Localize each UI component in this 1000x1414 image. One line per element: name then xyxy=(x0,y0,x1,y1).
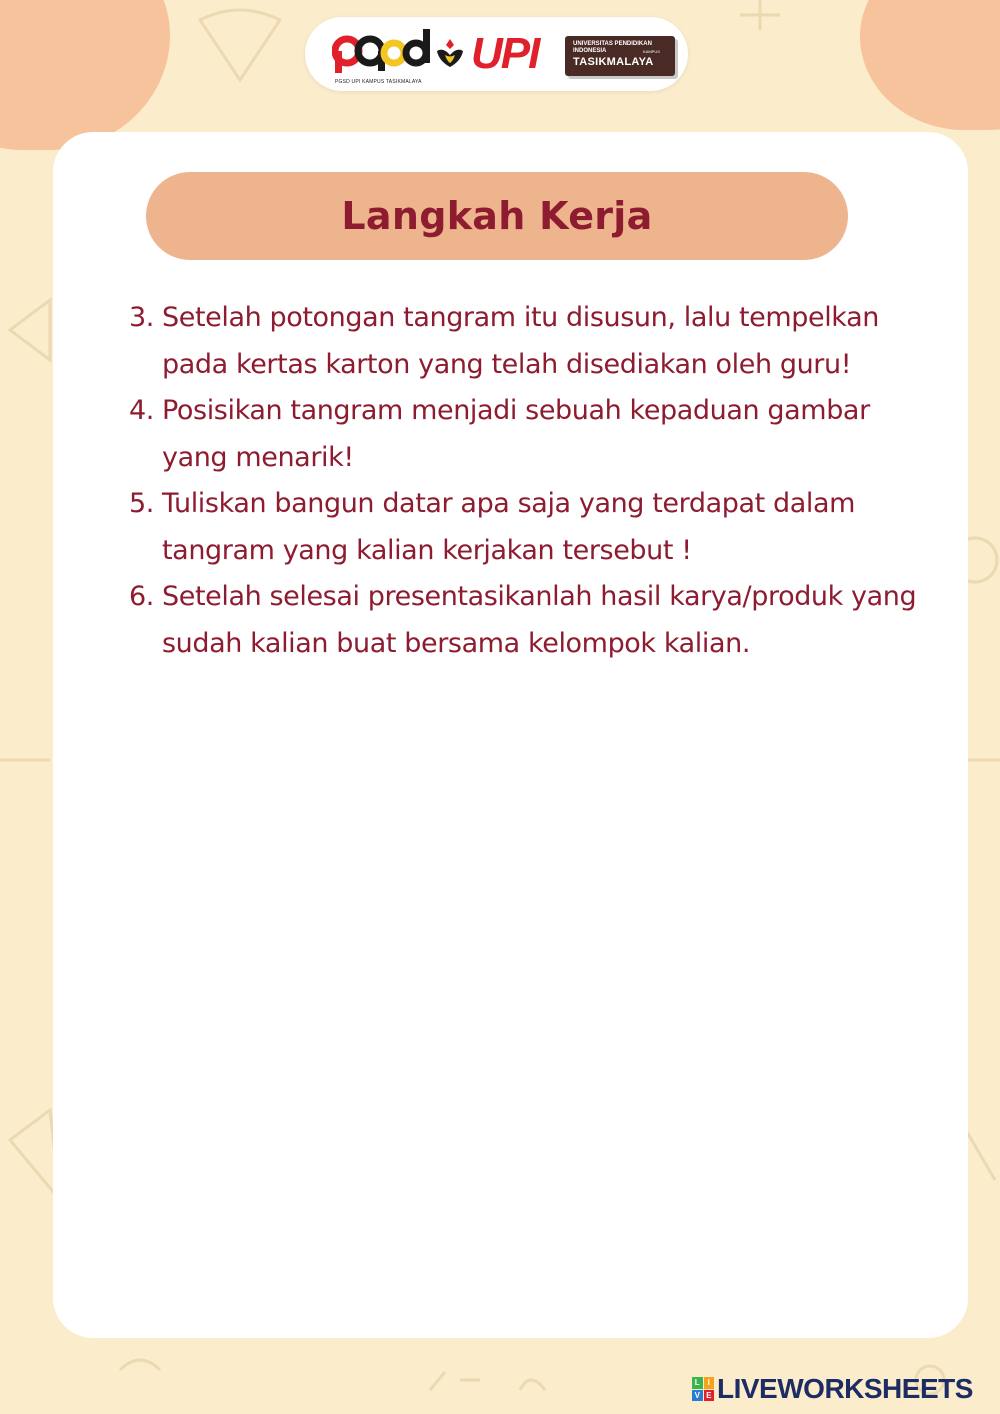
icon-letter: L xyxy=(692,1377,703,1389)
university-badge xyxy=(565,36,675,76)
step-number: 5. xyxy=(129,488,154,519)
liveworksheets-icon xyxy=(692,1377,714,1401)
step-number: 4. xyxy=(129,395,154,426)
upi-logo-text: UPI xyxy=(471,29,539,78)
step-number: 6. xyxy=(129,581,154,612)
icon-letter: I xyxy=(704,1377,715,1389)
university-kampus-label: KAMPUS xyxy=(643,49,660,54)
university-name-line2: INDONESIA xyxy=(573,48,607,54)
list-item-step-6 xyxy=(129,574,929,667)
content-card xyxy=(53,132,968,1338)
icon-letter: V xyxy=(692,1390,703,1402)
steps-list xyxy=(129,295,929,667)
step-text: Setelah potongan tangram itu disusun, lalu tempelkan pada kertas karton yang telah disediakan oleh guru! xyxy=(162,302,879,380)
header-logo-bar xyxy=(305,17,688,91)
list-item-step-3 xyxy=(129,295,929,388)
step-text: Tuliskan bangun datar apa saja yang terdapat dalam tangram yang kalian kerjakan tersebut ! xyxy=(162,488,856,566)
list-item-step-5 xyxy=(129,481,929,574)
list-item-step-4 xyxy=(129,388,929,481)
upi-emblem-icon xyxy=(435,37,465,71)
liveworksheets-text: LIVEWORKSHEETS xyxy=(717,1373,973,1404)
liveworksheets-watermark[interactable] xyxy=(692,1374,973,1404)
step-number: 3. xyxy=(129,302,154,333)
step-text: Posisikan tangram menjadi sebuah kepaduan gambar yang menarik! xyxy=(162,395,870,473)
pgsd-logo xyxy=(332,27,432,75)
icon-letter: E xyxy=(704,1390,715,1402)
pgsd-caption: PGSD UPI KAMPUS TASIKMALAYA xyxy=(335,79,422,85)
page-title: Langkah Kerja xyxy=(341,194,653,238)
university-name-line1: UNIVERSITAS PENDIDIKAN xyxy=(573,41,652,47)
university-campus-name: TASIKMALAYA xyxy=(573,56,654,68)
step-text: Setelah selesai presentasikanlah hasil karya/produk yang sudah kalian buat bersama kelompok kalian. xyxy=(162,581,917,659)
title-pill xyxy=(146,172,848,260)
